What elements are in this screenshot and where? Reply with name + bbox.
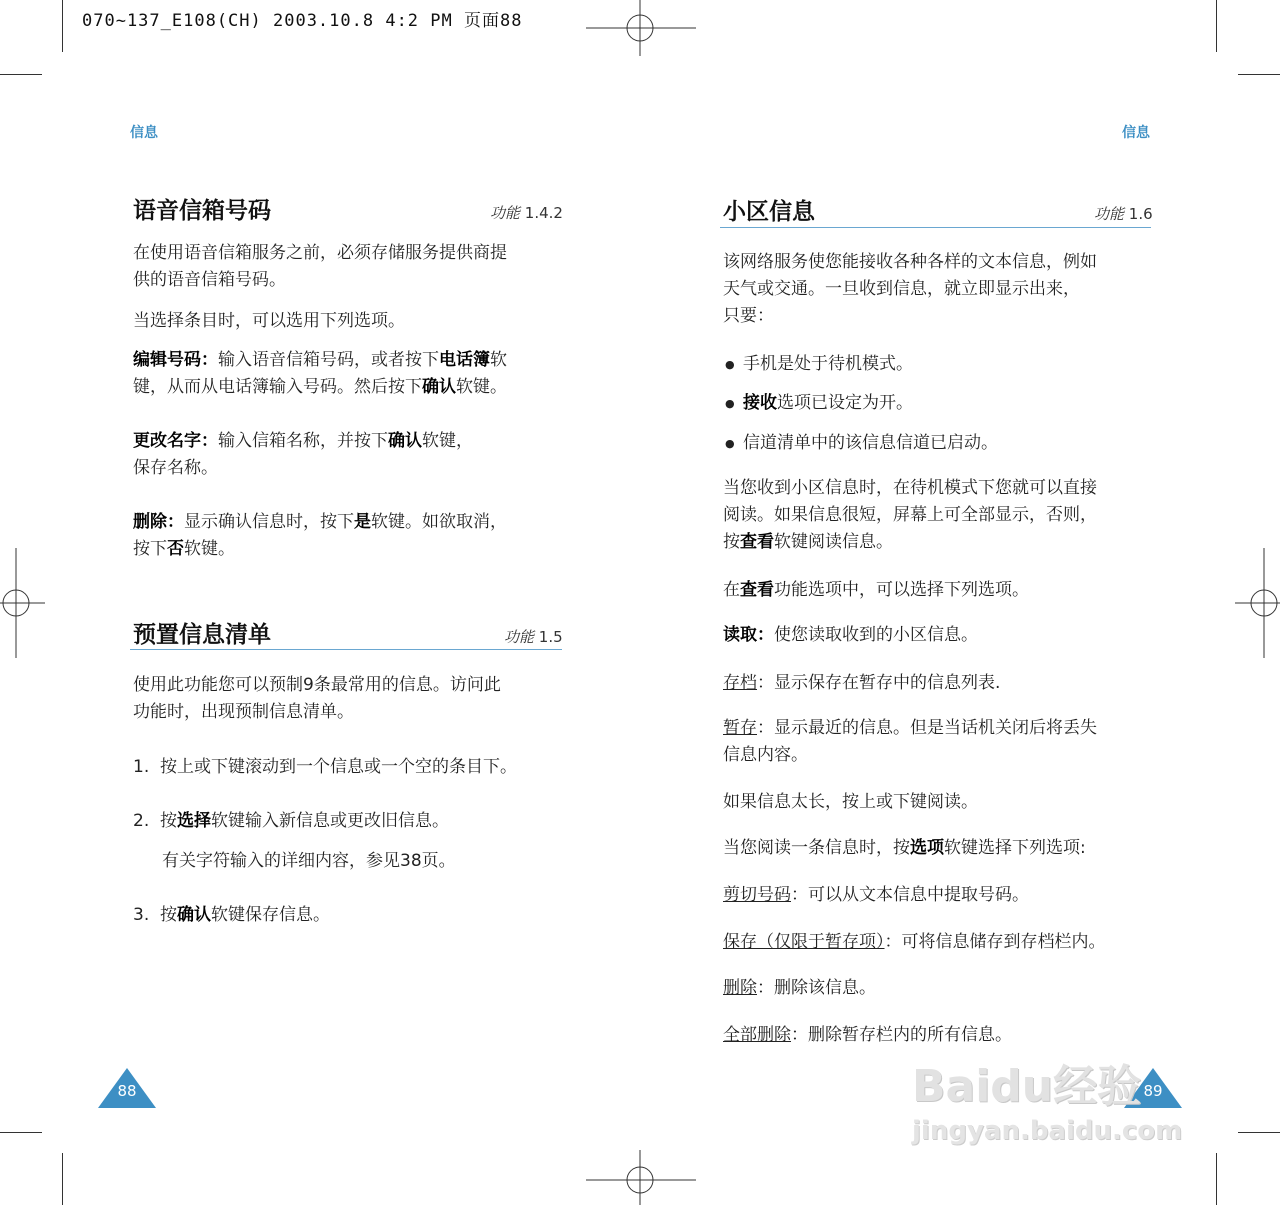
function-number-voicemail <box>490 202 563 223</box>
page-number: 89 <box>1143 1082 1163 1100</box>
step-3: 3. 按确认软键保存信息。 <box>133 905 331 925</box>
watermark-logo: Baidu经验 <box>912 1061 1142 1112</box>
paragraph: 当选择条目时，可以选用下列选项。 <box>133 311 405 331</box>
option-delete-message: 删除：删除该信息。 <box>723 978 876 998</box>
paragraph: 在查看功能选项中，可以选择下列选项。 <box>723 580 1029 600</box>
step-2: 2. 按选择软键输入新信息或更改旧信息。 <box>133 811 450 831</box>
crop-mark <box>0 1132 42 1133</box>
function-number-cell-broadcast <box>1094 203 1153 224</box>
option-read: 读取：使您读取收到的小区信息。 <box>723 625 978 645</box>
crop-mark <box>0 74 42 75</box>
option-save: 保存（仅限于暂存项）：可将信息储存到存档栏内。 <box>723 932 1106 952</box>
function-code: 1.4.2 <box>524 204 563 222</box>
option-delete: 删除：显示确认信息时，按下是软键。如欲取消， 按下否软键。 <box>133 512 507 559</box>
crop-mark <box>1238 74 1280 75</box>
paragraph: 当您收到小区信息时，在待机模式下您就可以直接 阅读。如果信息很短，屏幕上可全部显示，否则， 按查看软键阅读信息。 <box>723 478 1097 552</box>
option-archive: 存档：显示保存在暂存中的信息列表. <box>723 673 1001 693</box>
category-label-left: 信息 <box>130 125 158 141</box>
step-2-note: 有关字符输入的详细内容，参见38页。 <box>162 851 456 871</box>
function-label: 功能 <box>504 628 535 646</box>
watermark-url: jingyan.baidu.com <box>912 1116 1183 1146</box>
section-rule <box>130 649 562 650</box>
option-edit-number: 编辑号码：输入语音信箱号码，或者按下电话簿软 键，从而从电话簿输入号码。然后按下确认软键。 <box>133 350 507 397</box>
function-label: 功能 <box>1094 205 1125 223</box>
function-label: 功能 <box>490 204 521 222</box>
crop-mark <box>62 0 63 52</box>
paragraph: 在使用语音信箱服务之前，必须存储服务提供商提 供的语音信箱号码。 <box>133 243 507 290</box>
function-code: 1.6 <box>1128 205 1153 223</box>
paragraph: 如果信息太长，按上或下键阅读。 <box>723 792 978 812</box>
crop-mark <box>1216 1153 1217 1205</box>
print-header: 070~137_E108(CH) 2003.10.8 4:2 PM 页面88 <box>82 11 523 31</box>
bullet-item: ● 信道清单中的该信息信道已启动。 <box>743 430 998 457</box>
option-cut-number: 剪切号码：可以从文本信息中提取号码。 <box>723 885 1029 905</box>
bullet-item: ● 手机是处于待机模式。 <box>743 351 913 378</box>
page-number: 88 <box>117 1082 137 1100</box>
crop-mark <box>62 1153 63 1205</box>
bullet-item: ● 接收选项已设定为开。 <box>743 390 913 417</box>
crop-mark <box>1216 0 1217 52</box>
paragraph: 使用此功能您可以预制9条最常用的信息。访问此 功能时，出现预制信息清单。 <box>133 675 501 722</box>
section-rule <box>720 227 1151 228</box>
option-delete-all: 全部删除：删除暂存栏内的所有信息。 <box>723 1025 1012 1045</box>
registration-mark-bottom <box>586 1150 696 1205</box>
step-1: 1. 按上或下键滚动到一个信息或一个空的条目下。 <box>133 757 518 777</box>
category-label-right: 信息 <box>1122 125 1150 141</box>
registration-mark-right <box>1235 548 1280 658</box>
section-title-voicemail: 语音信箱号码 <box>133 198 271 224</box>
paragraph: 当您阅读一条信息时，按选项软键选择下列选项: <box>723 838 1086 858</box>
registration-mark-top <box>586 0 696 60</box>
function-code: 1.5 <box>538 628 563 646</box>
registration-mark-left <box>0 548 45 658</box>
paragraph: 该网络服务使您能接收各种各样的文本信息，例如 天气或交通。一旦收到信息，就立即显示出来， 只要： <box>723 252 1097 326</box>
crop-mark <box>1238 1132 1280 1133</box>
section-title-cell-broadcast: 小区信息 <box>723 199 815 225</box>
option-rename: 更改名字：输入信箱名称，并按下确认软键， 保存名称。 <box>133 431 473 478</box>
option-temporary: 暂存：显示最近的信息。但是当话机关闭后将丢失 信息内容。 <box>723 718 1097 765</box>
section-title-preset-messages: 预置信息清单 <box>133 622 271 648</box>
function-number-preset <box>504 626 563 647</box>
